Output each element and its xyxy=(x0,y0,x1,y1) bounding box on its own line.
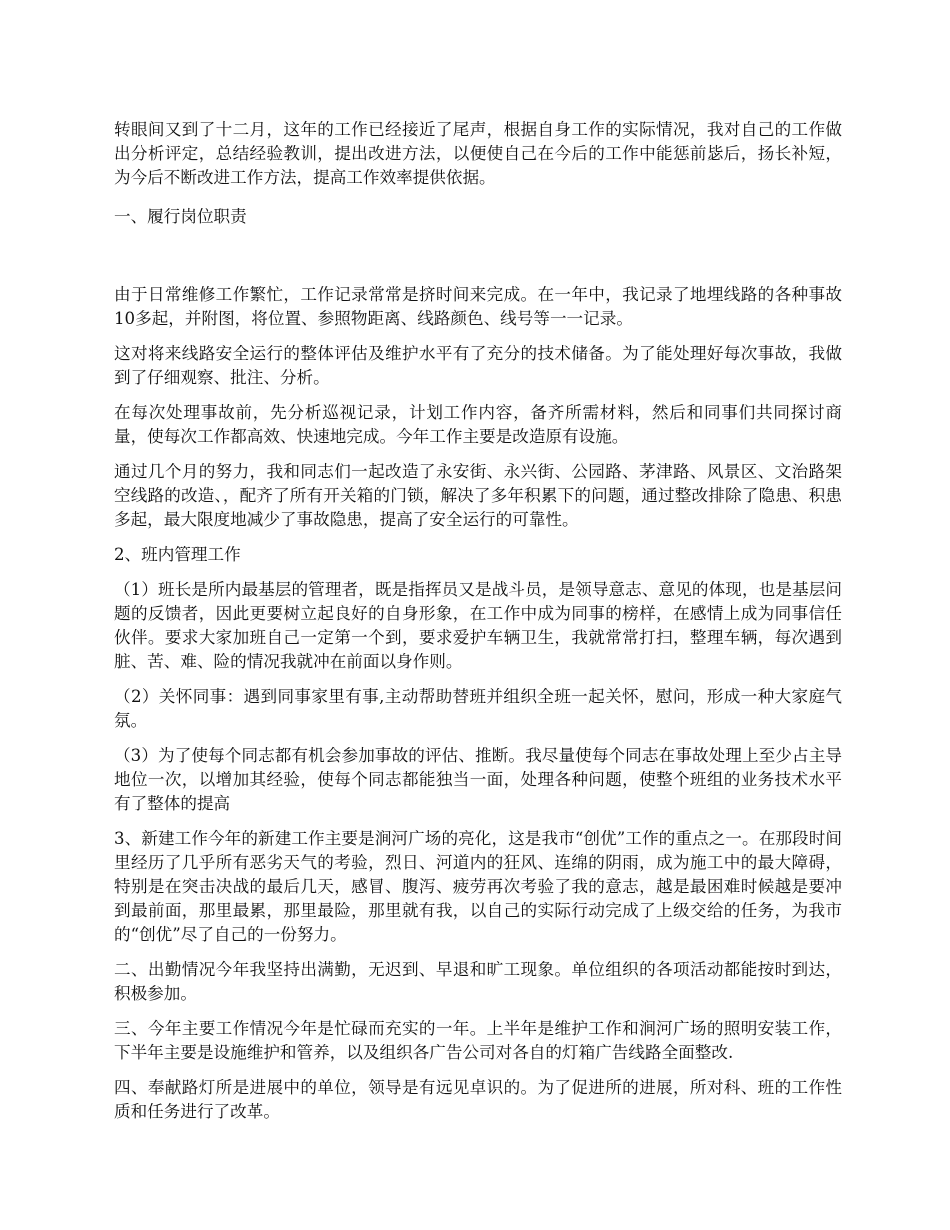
paragraph-new-construction: 3、新建工作今年的新建工作主要是涧河广场的亮化，这是我市“创优”工作的重点之一。在那段时间里经历了几乎所有恶劣天气的考验，烈日、河道内的狂风、连绵的阴雨，成为施工中的最大障碍，特别是在突击决战的最后几天，感冒、腹泻、疲劳再次考验了我的意志，越是最困难时候越是要冲到最前面，那里最累，那里最险，那里就有我，以自己的实际行动完成了上级交给的任务，为我市的“创优”尽了自己的一份努力。 xyxy=(114,829,842,944)
document-body xyxy=(114,118,842,1135)
paragraph-attendance: 二、出勤情况今年我坚持出满勤，无迟到、早退和旷工现象。单位组织的各项活动都能按时到达，积极参加。 xyxy=(114,960,842,1003)
paragraph-accident-handling: 在每次处理事故前，先分析巡视记录，计划工作内容，备齐所需材料，然后和同事们共同探讨商量，使每次工作都高效、快速地完成。今年工作主要是改造原有设施。 xyxy=(114,403,842,446)
section-heading-team-management: 2、班内管理工作 xyxy=(114,545,241,564)
paragraph-skill-improvement: （3）为了使每个同志都有机会参加事故的评估、推断。我尽量使每个同志在事故处理上至少占主导地位一次，以增加其经验，使每个同志都能独当一面，处理各种问题，使整个班组的业务技术水平有了整体的提高 xyxy=(114,746,842,813)
paragraph-team-leader: （1）班长是所内最基层的管理者，既是指挥员又是战斗员，是领导意志、意见的体现，也是基层问题的反馈者，因此更要树立起良好的自身形象，在工作中成为同事的榜样，在感情上成为同事信任伙伴。要求大家加班自己一定第一个到，要求爱护车辆卫生，我就常常打扫，整理车辆，每次遇到脏、苦、难、险的情况我就冲在前面以身作则。 xyxy=(114,580,842,671)
paragraph-care-colleagues: （2）关怀同事：遇到同事家里有事,主动帮助替班并组织全班一起关怀，慰问，形成一种大家庭气氛。 xyxy=(114,687,842,730)
paragraph-tech-reserve: 这对将来线路安全运行的整体评估及维护水平有了充分的技术储备。为了能处理好每次事故，我做到了仔细观察、批注、分析。 xyxy=(114,344,842,387)
section-heading-duties: 一、履行岗位职责 xyxy=(114,207,247,226)
paragraph-dedication: 四、奉献路灯所是进展中的单位，领导是有远见卓识的。为了促进所的进展，所对科、班的工作性质和任务进行了改革。 xyxy=(114,1078,842,1121)
paragraph-main-work: 三、今年主要工作情况今年是忙碌而充实的一年。上半年是维护工作和涧河广场的照明安装工作，下半年主要是设施维护和管养，以及组织各广告公司对各自的灯箱广告线路全面整改. xyxy=(114,1019,842,1062)
intro-paragraph: 转眼间又到了十二月，这年的工作已经接近了尾声，根据自身工作的实际情况，我对自己的工作做出分析评定，总结经验教训，提出改进方法，以便使自己在今后的工作中能惩前毖后，扬长补短，为今后不断改进工作方法，提高工作效率提供依据。 xyxy=(114,120,842,187)
paragraph-work-records: 由于日常维修工作繁忙，工作记录常常是挤时间来完成。在一年中，我记录了地埋线路的各种事故10多起，并附图，将位置、参照物距离、线路颜色、线号等一一记录。 xyxy=(114,285,842,328)
paragraph-renovation: 通过几个月的努力，我和同志们一起改造了永安街、永兴街、公园路、茅津路、风景区、文治路架空线路的改造、，配齐了所有开关箱的门锁，解决了多年积累下的问题，通过整改排除了隐患、积患多起，最大限度地减少了事故隐患，提高了安全运行的可靠性。 xyxy=(114,462,842,529)
